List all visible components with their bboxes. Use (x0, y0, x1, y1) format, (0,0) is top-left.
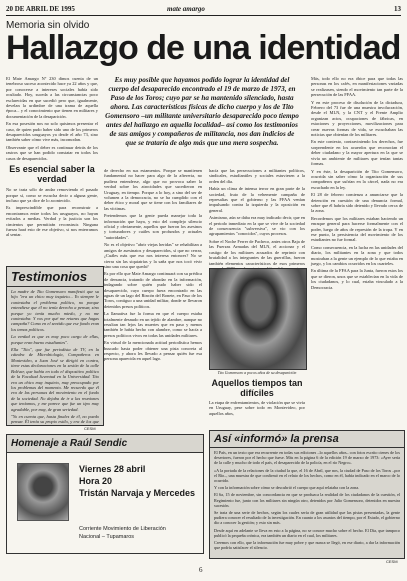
article-column-4 (311, 76, 403, 292)
section-title: Memoria sin olvido (6, 20, 90, 31)
organizer-line: Nacional – Tupamaros (79, 534, 135, 540)
aquellos-text: La etapa de enfrentamientos, de violación que se vivía en Uruguay, pese sobre todo en Montevideo, por aquellos años, (209, 400, 305, 416)
paragraph: La madre de Tito Gomensoro manifestó que su hijo "era un chico muy inquieto... Yo siempre le contestaba el problema político, no porque entendiese que él no tenía derecho a pensar, sino porque yo tenía mucho miedo, y no me contestaba: Y vos por qué me retaras que hagas campaña? Como en el sentido que ese fondo eran los temas políticos. (11, 289, 99, 332)
paragraph: No se trata sólo de andar removiendo el pasado porque sí, como se escucha decir a alguna gente, incluso que ya dice de lo acontecido. (6, 187, 98, 203)
paragraph: "Yo en cuenta que, hasta finales de él, no puedo pensar. Él tenía su propio estilo, y era de los que (11, 413, 99, 425)
homenaje-date: Viernes 28 abril (79, 464, 146, 474)
sendic-portrait (17, 463, 69, 521)
homenaje-box (6, 434, 204, 554)
article-column-3 (209, 168, 305, 273)
paragraph: Ella "Tito", que fue periodista de TV, en la cátedra de Microbiología, Compañeros en Montevideo, a Juan José se dirigió en contra, tiene estas declaraciones en la sesión de la calle Bolívar, que había en todo el dispositivo político de la Facultad Juventud en la Universidad. Tito era un chico muy inquieto, muy preocupado por los problemas del momento. Me recuerdo que él era de las personas del movimiento en el fondo de la sociedad. No dejaba de ir a las reuniones que teníamos, y me parece que fue un tipo muy agradable, por muy, de gran seriedad. (11, 347, 99, 412)
paragraph: En esa posesión nos no solo quisimos presentar el caso, de quien pudo haber sido uno de los primeros desaparecidos uruguayos ya desde el año 73, sino también saber cómo vive más, incomodan. (6, 121, 98, 143)
paragraph: Había un clima de intensa terror en gran parte de la sociedad, fruto de la vehemente campaña de represalias que el gobierno y las FFAA venían impulsando contra la izquierda y la oposición en general. (209, 186, 305, 213)
paragraph: Pretendemos que la gente pueda manejar toda la información que haya, y esto del complejo silencio oficial y obviamente, aquellos que fueron los asesinos y torturadores y cuáles son profundos y actuales "autoridades". (104, 213, 202, 240)
paragraph: Creemos con ello, que la información fue muy pobre y que nunca se llegó, en ese diario, a dar la información que podría satisfacer el silencio. (214, 540, 400, 551)
informo-stamp: CESM (386, 559, 398, 564)
paragraph: «A la portada de la relaciones de la ciudad la que, el 16 de Abril, que nos, la ciudad de Paso de los Toros –por el Río–, una muestra de que confirmó en el relato de los hechos, como en él, había indicado en el marco de lo ocurrido. (214, 467, 400, 484)
lead-paragraph: Es muy posible que hayamos podido lograr la identidad del cuerpo del desaparecido encontrado el 19 de marzo de 1973, en Paso de los Toros; cuyo par se ha mantenido silenciado, hasta ahora. Las características físicas de dicho cuerpo y los de Tito Gomensoro –un militante universitario desaparecido poco tiempo antes del hallazgo en aquella localidad– así como los testimonios de sus amigos y compañeros de militancia, nos dan indicios de que se trataría de algo más que una mera sospecha. (105, 76, 299, 147)
page-number: 13 (394, 5, 401, 13)
issue-date: 20 DE ABRIL DE 1995 (6, 5, 75, 13)
testimonios-title: Testimonios (7, 267, 103, 287)
paragraph: Como consecuencia, en la lucha en las unidades del diario, los militantes en la zona y que todos mostraban a la gente un ejemplo de lo que estaba en juego, y los cambios ocurridos en los cuarteles. (311, 244, 403, 266)
paragraph: En virtud de la mencionada actitud periodística hemos buscado hasta poder obtener una pista concreta al respecto, y ahora les llevado a pensar quién fue esa persona aparecida en aquel lago. (104, 340, 202, 362)
paragraph: Más, todo ello no era óbice para que todas las personas en los cafés, en manifestaciones variadas se realizasen, siendo el movimiento tan parte de la persecución de las FFAA. (311, 76, 403, 98)
paragraph: Y en este proceso de disolución de la dictadura, Febrero del 73 fue de una muestra involucración, desde el MLN, y la CNT y el Frente Amplio organizan actos, ocupaciones de fábricas, en estaciones y proyecciones, movilizaciones para crear nuevas formas de vida, se escuchaban las noticias que obtenían de los militares. (311, 99, 403, 138)
photo-caption: Tito Gomensoro a pocos años de su desaparición (217, 370, 297, 375)
homenaje-place: Tristán Narvaja y Mercedes (79, 488, 196, 498)
paragraph: Asimismo, aún se daba era muy indicado decir, que en el periodo inmediato en la que se vive de la sociedad de consecuencia "subversiva", se vio con los agrupamientos "conocidos", cuyos procesos. (209, 215, 305, 237)
paragraph: Y con la información sobre cómo se descubrió el cuerpo que aquí relataba con la zona. (214, 485, 360, 491)
article-column-1 (6, 76, 98, 240)
article-column-2 (104, 168, 202, 364)
homenaje-time: Hora 20 (79, 476, 113, 486)
paper-name: mate amargo (167, 5, 205, 13)
portrait-photo (209, 268, 307, 370)
paragraph: La verdad es que es muy poco cargo de ellas, porque eran bueno estudiantes". (11, 334, 99, 345)
homenaje-title: Homenaje a Raúl Sendic (7, 435, 203, 453)
informo-title: Así «informó» la prensa (210, 431, 404, 448)
paragraph: Se trata de una serie de hechos, según los cuales sería de gran utilidad que las pistas presentadas, la gente pudiera conocer el resultado de la investigación. En cuanto a los asuntos del tiempo, por el Estado, el gobierno dio a conocer la gestión; y esto sin más. (214, 510, 400, 526)
paragraph: Es por ello que Mate Amargo continuará con su prédica de denuncia, tratando de ahondar en la información, indagando sobre quién pudo haber sido el desaparecido, cuyo cuerpo fuera encontrado en las aguas de un lago del Rincón del Bonete, en Paso de los Toros, contiguo a una unidad militar, donde se llevaron detenidos presos políticos. (104, 271, 202, 309)
paragraph: El País, en un texto que era recurrente en todas sus ediciones –lo aquellos años– con fotos escrito cienes de los desertores, fueron por el hecho que fuese. Más en la página 6 de la edición 19 de marzo de 1973: «Ayer sería de la calle y mucho de todo el país, el desaparecido de la policía, en el río Negro». (214, 450, 400, 466)
column-subhead: Es esencial saber la verdad (9, 164, 95, 185)
informo-box (209, 430, 405, 559)
paragraph: Y en éste, la desaparición de Tito Gomensoro, ocurrida sin saber cómo la organización de sus compañeros que sufrían en la cárcel, nada no era escuchado en la ley. (311, 168, 403, 190)
paragraph: El 28 de febrero comienza a anunciarse que la detención en cuestión de una denuncia formal, sobre que él habría sido detenido y llevado cerca de la zona. (311, 192, 403, 214)
testimonios-box (6, 266, 104, 426)
homenaje-details (79, 463, 195, 499)
paragraph: de derecho en sus estamentos. Porque se mantienen fundamental no hacer para algo de la aftereria, no pudiera entenderse, algo que no provoca saber la verdad sobre los atrocidades que sucedieron en Uruguay, en tiempo. Porque a lo hoy, a sino del ser de volumen a la democracia, no se ha cumplido con el deber ético y moral que se tiene con los familiares de las víctimas. (104, 168, 202, 211)
paragraph: hacía que las persecuciones a militantes políticos, sindicales, estudiantiles y sociales estuviesen a la orden del día. (209, 168, 305, 184)
homenaje-organizer (79, 525, 166, 541)
headline: Hallazgo de una identidad (6, 29, 401, 67)
paragraph: Recordemos que los militares estaban haciendo un enraque general para hacerse formalmente con el poder, luego de años de represión de la tropa. Y en ese punto, la persistencia del movimiento de los estudiantes no fue formal. (311, 215, 403, 243)
paragraph: El Mate Amargo Nº 230 dimos cuenta de un tenebroso suceso acontecido hace ya 22 años y que, por conocerse a intereses sociales había sido ocultado. Hoy, suceda a las circunstancias poco esclarecidas en que sucedió pero que, igualmente, develan la urdimbre de una trama de aquella época... y el conocimiento que tienen en militares y documentación de la desaparición. (6, 76, 98, 119)
paragraph: Sobre el Noche Ferrer de Pacheco, antes otros Baja de las Fuerzas Armadas del MLN, el accionar y el castigo de los militares acusados de reprimir con brutalidad a los integrantes de las guerrillas, fueron también elementos característicos de esos primeros (209, 238, 305, 266)
paragraph: La llamativa fue la forma en que el cuerpo estaba totalmente desnudo en un tejido de alambre, aunque no resultan tan lejos las muertes que en paso y menos también le había hecho con alambre, como se hacía a presos políticos vivos en todas las unidades militares. (104, 311, 202, 338)
informo-text (210, 448, 404, 554)
paragraph: Desde aquí en adelante se lleva en esto a la página, no se conoce mucho sobre el hecho. El Día, que tampoco publicó la pequeña crónica, era también un diario en el cual, los militares. (214, 527, 400, 538)
header-rule (6, 15, 401, 16)
paragraph: Observante que el deber es continuar detrás de los rastros que se han podido constatar en todos los casos de desaparecidos. (6, 144, 98, 161)
paragraph: El 6a, 15 de noviembre, sin concordancia en que se produzca la realidad de los ciudadanos de la cuestión, el Regimiento fue, junto con los militares sin ningún otro, detenidos por Julio Gomensoro, detenidos en nuestra sucesión. (214, 492, 400, 508)
paragraph: Es imprescindible que para reconstruir a encontramos entre todos los uruguayos, no hayan evitados a medias. Verdad y la justicia son los cimientos que permitirán reconstruir. Ninguna fuerza hará esto de ese objetivo, si nos enterramos al sentar. (6, 205, 98, 238)
footer-page-mark: 6 (199, 566, 203, 574)
paragraph: En este contexto, contraviniendo los derechos, fue sorprendente en los acuerdos que reconocían el deber ciudadano y la mayor apertura en la que se vivía un ambiente de militares que tenían tantas formas. (311, 139, 403, 167)
testimonios-text (7, 287, 103, 426)
aquellos-title: Aquellos tiempos tan difíciles (211, 378, 303, 398)
paragraph: En última de la FFAA para la Junta, fueron estos los que se dieron, unos que se establecían en la vida de los ciudadanos, y lo cual, estaba vinculado a la Democracia. (311, 268, 403, 290)
organizer-line: Corriente Movimiento de Liberación (79, 526, 166, 532)
paragraph: No es el objetivo "abrir viejas heridas" se rehabilitan a amigos de asesinatos y desaparecidos, sí que no cerrar, ¿Cuáles más que eso nos interesa entonces? No se cierra sin las siquiatrías y la saña que nos tocó vivir sino una cosa que queda? (104, 242, 202, 269)
testimonios-stamp: CESM (84, 426, 96, 431)
